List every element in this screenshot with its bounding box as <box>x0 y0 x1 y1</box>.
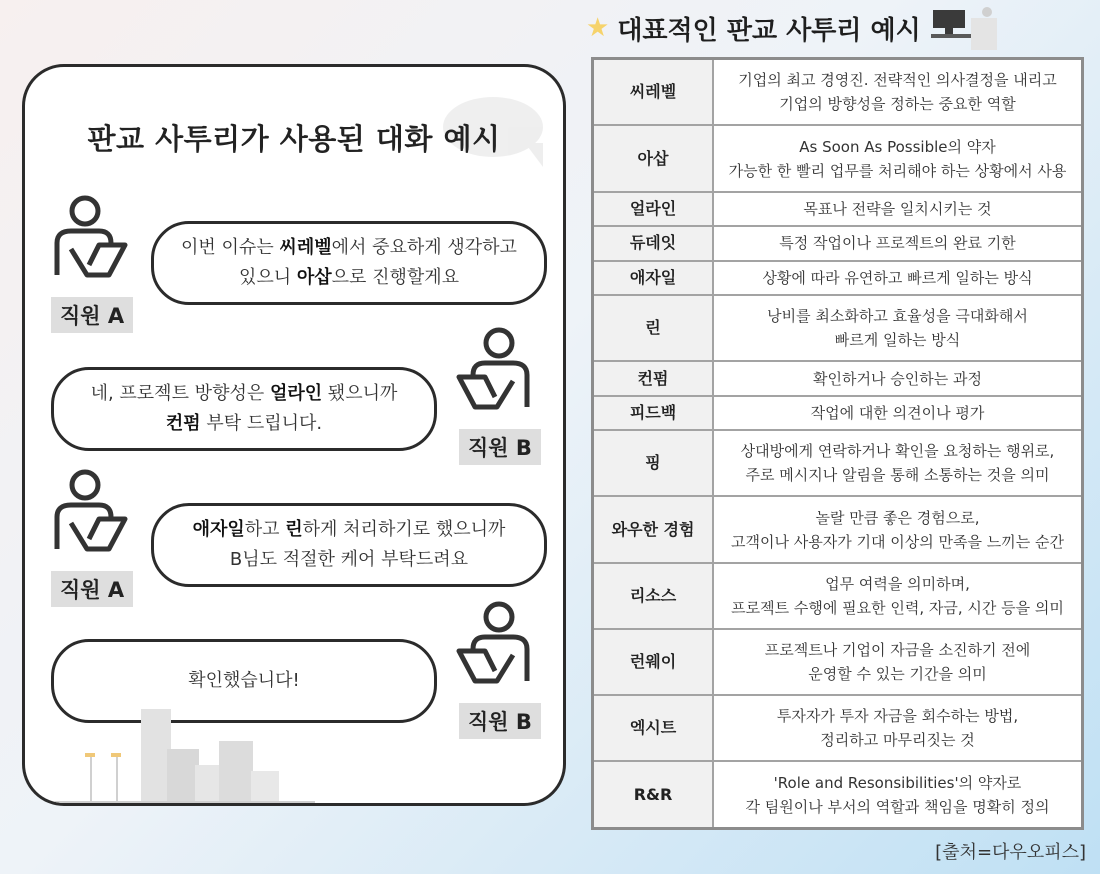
chat-fragment: 있으니 <box>238 267 297 288</box>
speaker-tag-a: 직원 A <box>51 297 133 333</box>
term-definition <box>713 295 1083 361</box>
city-skyline-illustration <box>55 707 345 806</box>
term-name: 와우한 경험 <box>593 496 714 562</box>
terms-table <box>591 57 1084 830</box>
chat-keyword: 씨레벨 <box>279 237 332 258</box>
definition-line: 작업에 대한 의견이나 평가 <box>810 403 985 422</box>
chat-fragment: 부탁 드립니다. <box>200 413 323 434</box>
definition-line: 빠르게 일하는 방식 <box>834 331 961 350</box>
term-name: 엑시트 <box>593 695 714 761</box>
chat-keyword: 아삽 <box>296 267 332 288</box>
chat-bubble-1 <box>151 221 547 305</box>
definition-line: As Soon As Possible의 약자 <box>799 137 996 156</box>
employee-b-icon <box>453 327 535 417</box>
definition-line: 주로 메시지나 알림을 통해 소통하는 것을 의미 <box>745 466 1050 485</box>
chat-keyword: 컨펌 <box>165 413 201 434</box>
term-definition <box>713 226 1083 260</box>
term-definition <box>713 629 1083 695</box>
definition-line: 특정 작업이나 프로젝트의 완료 기한 <box>779 234 1016 253</box>
chat-fragment: 이번 이슈는 <box>181 237 280 258</box>
chat-bubble-3 <box>151 503 547 587</box>
term-name: 런웨이 <box>593 629 714 695</box>
term-definition <box>713 430 1083 496</box>
term-name: 씨레벨 <box>593 59 714 126</box>
term-row <box>593 695 1083 761</box>
term-row <box>593 430 1083 496</box>
term-row <box>593 396 1083 430</box>
chat-text <box>91 379 398 439</box>
conversation-panel <box>22 64 566 806</box>
star-icon: ★ <box>586 13 610 43</box>
chat-text <box>188 666 300 696</box>
speaker-tag-b: 직원 B <box>459 703 541 739</box>
term-name: 피드백 <box>593 396 714 430</box>
term-row <box>593 496 1083 562</box>
term-name: 아삽 <box>593 125 714 191</box>
chat-fragment: 으로 진행할게요 <box>331 267 460 288</box>
chat-fragment: 네, 프로젝트 방향성은 <box>90 383 270 404</box>
term-row <box>593 761 1083 828</box>
term-definition <box>713 396 1083 430</box>
speaker-tag-a: 직원 A <box>51 571 133 607</box>
desk-computer-icon <box>931 6 1001 50</box>
chat-fragment: 확인했습니다! <box>188 670 300 691</box>
definition-line: 투자자가 투자 자금을 회수하는 방법, <box>776 707 1019 726</box>
definition-line: 프로젝트나 기업이 자금을 소진하기 전에 <box>764 641 1031 660</box>
definition-line: 놀랄 만큼 좋은 경험으로, <box>815 508 980 527</box>
definition-line: 가능한 한 빨리 업무를 처리해야 하는 상황에서 사용 <box>728 161 1067 180</box>
term-definition <box>713 761 1083 828</box>
term-name: 듀데잇 <box>593 226 714 260</box>
chat-keyword: 린 <box>285 519 303 540</box>
definition-line: 프로젝트 수행에 필요한 인력, 자금, 시간 등을 의미 <box>731 598 1064 617</box>
term-row <box>593 361 1083 395</box>
definition-line: 정리하고 마무리짓는 것 <box>820 731 975 750</box>
term-definition <box>713 261 1083 295</box>
chat-bubble-2 <box>51 367 437 451</box>
employee-b-icon <box>453 601 535 691</box>
definition-line: 상황에 따라 유연하고 빠르게 일하는 방식 <box>762 268 1033 287</box>
term-row <box>593 226 1083 260</box>
term-name: 컨펌 <box>593 361 714 395</box>
employee-a-icon <box>49 195 131 285</box>
term-name: 얼라인 <box>593 192 714 226</box>
definition-line: 'Role and Resonsibilities'의 약자로 <box>773 773 1022 792</box>
term-name: R&R <box>593 761 714 828</box>
term-name: 핑 <box>593 430 714 496</box>
term-row <box>593 295 1083 361</box>
term-definition <box>713 563 1083 629</box>
definition-line: 기업의 방향성을 정하는 중요한 역할 <box>779 95 1016 114</box>
term-definition <box>713 695 1083 761</box>
term-row <box>593 629 1083 695</box>
source-credit: [출처=다우오피스] <box>935 842 1086 863</box>
definition-line: 고객이나 사용자가 기대 이상의 만족을 느끼는 순간 <box>731 532 1064 551</box>
panel-title: 판교 사투리가 사용된 대화 예시 <box>87 122 501 156</box>
definition-line: 확인하거나 승인하는 과정 <box>813 369 982 388</box>
definition-line: 상대방에게 연락하거나 확인을 요청하는 행위로, <box>740 442 1055 461</box>
chat-fragment: 하게 처리하기로 했으니까 <box>302 519 506 540</box>
term-definition <box>713 361 1083 395</box>
term-row <box>593 192 1083 226</box>
terms-title <box>586 8 1001 48</box>
definition-line: 운영할 수 있는 기간을 의미 <box>808 665 987 684</box>
term-row <box>593 261 1083 295</box>
employee-a-icon <box>49 469 131 559</box>
term-name: 린 <box>593 295 714 361</box>
chat-text <box>181 233 517 293</box>
chat-keyword: 얼라인 <box>269 383 323 404</box>
speaker-tag-b: 직원 B <box>459 429 541 465</box>
chat-text <box>193 515 506 575</box>
term-row <box>593 59 1083 126</box>
definition-line: 낭비를 최소화하고 효율성을 극대화해서 <box>767 307 1028 326</box>
term-definition <box>713 125 1083 191</box>
chat-fragment: 됐으니까 <box>322 383 398 404</box>
definition-line: 업무 여력을 의미하며, <box>825 574 970 593</box>
term-name: 리소스 <box>593 563 714 629</box>
term-definition <box>713 59 1083 126</box>
definition-line: 목표나 전략을 일치시키는 것 <box>803 199 992 218</box>
chat-fragment: 에서 중요하게 생각하고 <box>331 237 517 258</box>
terms-title-text: 대표적인 판교 사투리 예시 <box>617 15 921 46</box>
definition-line: 각 팀원이나 부서의 역할과 책임을 명확히 정의 <box>745 797 1050 816</box>
chat-fragment: B님도 적절한 케어 부탁드려요 <box>229 549 469 570</box>
term-row <box>593 125 1083 191</box>
term-definition <box>713 192 1083 226</box>
term-row <box>593 563 1083 629</box>
term-definition <box>713 496 1083 562</box>
chat-fragment: 하고 <box>244 519 286 540</box>
term-name: 애자일 <box>593 261 714 295</box>
chat-keyword: 애자일 <box>192 519 245 540</box>
definition-line: 기업의 최고 경영진. 전략적인 의사결정을 내리고 <box>738 71 1057 90</box>
